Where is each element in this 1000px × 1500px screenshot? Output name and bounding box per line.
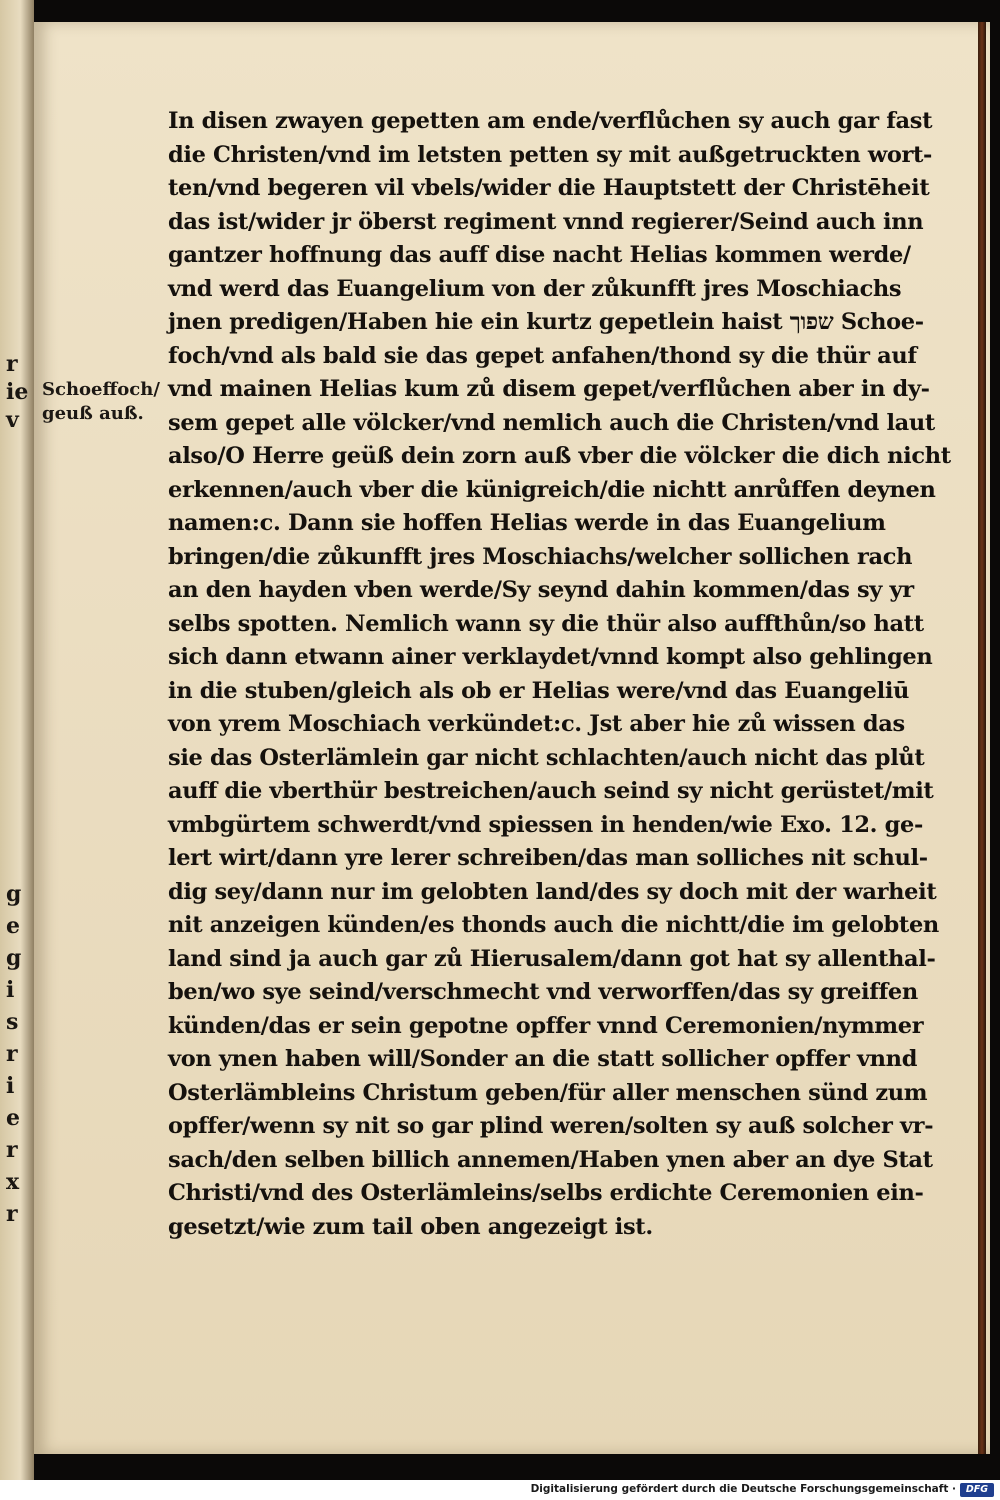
text-line: künden/das er sein gepotne opffer vnnd Ceremonien/nymmer bbox=[168, 1012, 924, 1039]
text-line: nit anzeigen künden/es thonds auch die nichtt/die im gelobten bbox=[168, 912, 939, 938]
edge-fragment: r bbox=[6, 1041, 18, 1067]
text-line: bringen/die zůkunfft jres Moschiachs/welcher sollichen rach bbox=[168, 543, 913, 570]
text-line: an den hayden vben werde/Sy seynd dahin kommen/das sy yr bbox=[168, 577, 914, 603]
text-line: lert wirt/dann yre lerer schreiben/das man solliches nit schul- bbox=[168, 845, 928, 871]
text-line: sach/den selben billich annemen/Haben ynen aber an dye Stat bbox=[168, 1146, 933, 1173]
text-line: dig sey/dann nur im gelobten land/des sy doch mit der warheit bbox=[168, 878, 937, 905]
text-line: sich dann etwann ainer verklaydet/vnnd kompt also gehlingen bbox=[168, 644, 933, 670]
text-line: jnen predigen/Haben hie ein kurtz gepetlein haist שפוך Schoe- bbox=[168, 309, 924, 335]
edge-fragment: g bbox=[6, 881, 22, 907]
text-line: in die stuben/gleich als ob er Helias were/vnd das Euangeliū bbox=[168, 677, 910, 704]
funding-footer bbox=[0, 1480, 1000, 1500]
marginal-note bbox=[42, 378, 162, 426]
edge-fragment: r bbox=[6, 1137, 18, 1163]
text-line: selbs spotten. Nemlich wann sy die thür also auffthůn/so hatt bbox=[168, 610, 924, 637]
text-line: gantzer hoffnung das auff dise nacht Helias kommen werde/ bbox=[168, 242, 911, 268]
marginal-note-line: geuß auß. bbox=[42, 403, 144, 424]
text-line: also/O Herre geüß dein zorn auß vber die völcker die dich nicht bbox=[168, 443, 951, 469]
edge-fragment: r bbox=[6, 1201, 18, 1227]
text-line: foch/vnd als bald sie das gepet anfahen/thond sy die thür auf bbox=[168, 342, 917, 369]
binding-edge bbox=[978, 22, 986, 1454]
page-body-text bbox=[168, 105, 968, 1244]
edge-fragment: ie bbox=[6, 379, 29, 405]
text-line: land sind ja auch gar zů Hierusalem/dann got hat sy allenthal- bbox=[168, 945, 936, 972]
text-line: gesetzt/wie zum tail oben angezeigt ist. bbox=[168, 1213, 653, 1240]
text-line: namen:c. Dann sie hoffen Helias werde in das Euangelium bbox=[168, 510, 886, 536]
edge-fragment: x bbox=[6, 1169, 20, 1195]
text-line: In disen zwayen gepetten am ende/verflůchen sy auch gar fast bbox=[168, 108, 933, 134]
edge-fragment: i bbox=[6, 977, 15, 1003]
marginal-note-line: Schoeffoch/ bbox=[42, 379, 160, 400]
adjacent-page-edge bbox=[0, 0, 34, 1480]
text-line: vnd werd das Euangelium von der zůkunfft jres Moschiachs bbox=[168, 275, 902, 302]
text-line: von yrem Moschiach verkündet:c. Jst aber hie zů wissen das bbox=[168, 711, 905, 737]
edge-fragment: s bbox=[6, 1009, 19, 1035]
text-line: Christi/vnd des Osterlämleins/selbs erdichte Ceremonien ein- bbox=[168, 1180, 924, 1206]
text-line: von ynen haben will/Sonder an die statt sollicher opffer vnnd bbox=[168, 1046, 918, 1072]
edge-fragment: e bbox=[6, 1105, 20, 1131]
edge-fragment: e bbox=[6, 913, 20, 939]
edge-fragment: i bbox=[6, 1073, 15, 1099]
edge-fragment: g bbox=[6, 945, 22, 971]
text-line: sie das Osterlämlein gar nicht schlachten/auch nicht das plůt bbox=[168, 744, 925, 771]
text-line: opffer/wenn sy nit so gar plind weren/solten sy auß solcher vr- bbox=[168, 1113, 934, 1139]
text-line: die Christen/vnd im letsten petten sy mit außgetruckten wort- bbox=[168, 141, 933, 168]
text-line: vnd mainen Helias kum zů disem gepet/verflůchen aber in dy- bbox=[168, 376, 930, 402]
text-line: ben/wo sye seind/verschmecht vnd verworffen/das sy greiffen bbox=[168, 979, 918, 1005]
edge-fragment: r bbox=[6, 351, 18, 377]
text-line: auff die vberthür bestreichen/auch seind sy nicht gerüstet/mit bbox=[168, 778, 934, 804]
text-line: ten/vnd begeren vil vbels/wider die Hauptstett der Christēheit bbox=[168, 175, 930, 201]
text-line: sem gepet alle völcker/vnd nemlich auch die Christen/vnd laut bbox=[168, 409, 935, 436]
text-line: das ist/wider jr öberst regiment vnnd regierer/Seind auch inn bbox=[168, 208, 924, 235]
text-line: erkennen/auch vber die künigreich/die nichtt anrůffen deynen bbox=[168, 476, 936, 503]
funding-credit: Digitalisierung gefördert durch die Deutsche Forschungsgemeinschaft · bbox=[530, 1483, 956, 1495]
text-line: Osterlämbleins Christum geben/für aller menschen sünd zum bbox=[168, 1079, 928, 1106]
edge-fragment: v bbox=[6, 407, 19, 433]
dfg-logo: DFG bbox=[960, 1483, 994, 1497]
text-line: vmbgürtem schwerdt/vnd spiessen in henden/wie Exo. 12. ge- bbox=[168, 811, 923, 838]
